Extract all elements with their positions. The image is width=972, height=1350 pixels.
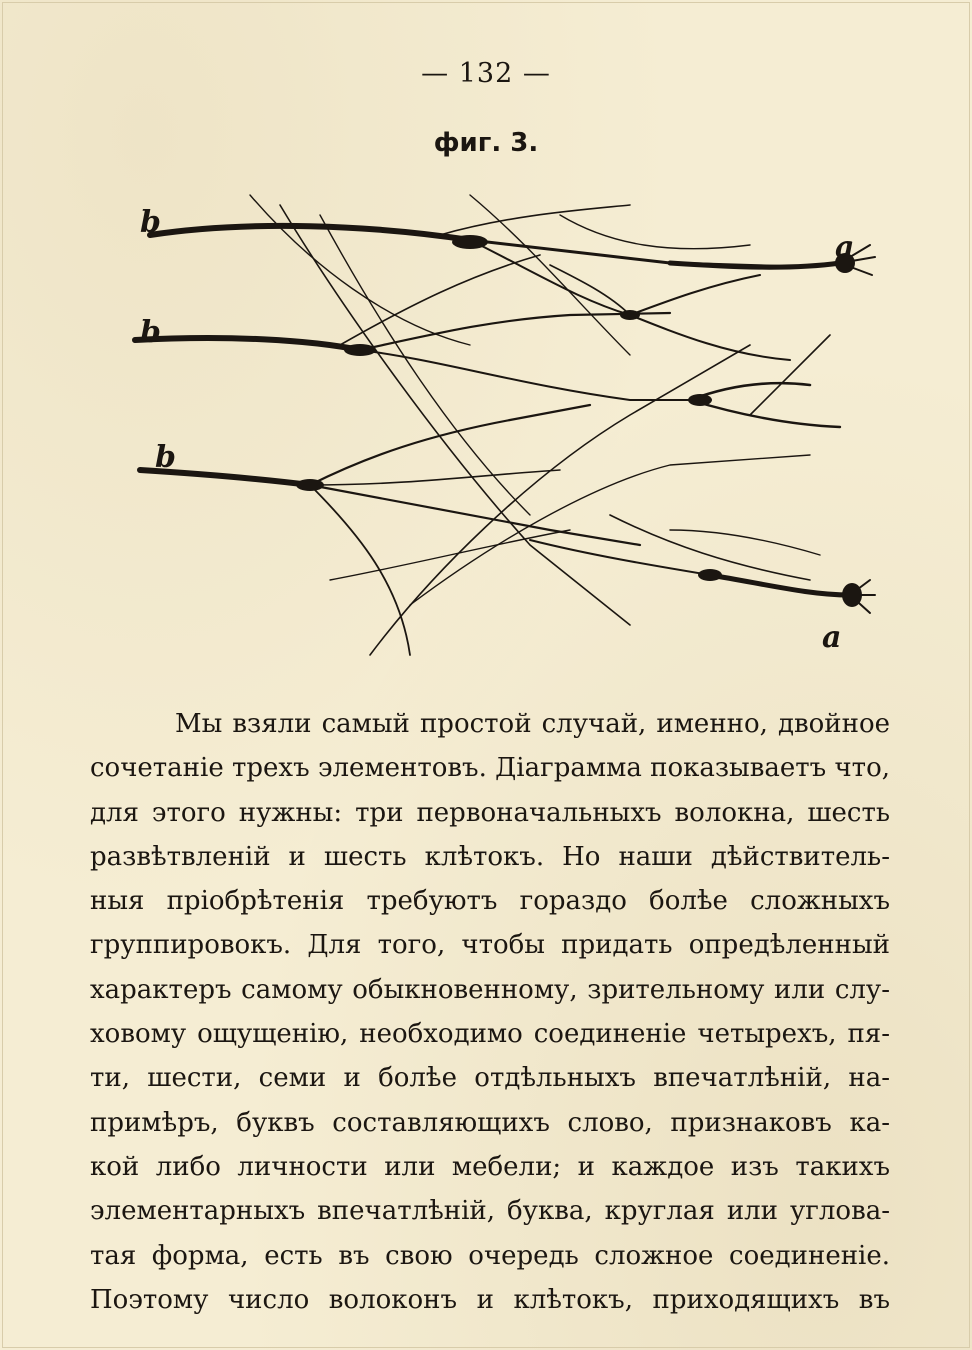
text-line: элементарныхъ впечатлѣнiй, буква, круглая или углова- — [90, 1196, 890, 1227]
cell-body — [688, 394, 712, 406]
label-a-top: a — [835, 230, 855, 265]
text-line: ныя прiобрѣтенiя требуютъ гораздо болѣе сложныхъ — [90, 886, 890, 917]
fiber-diagram-drawing — [110, 185, 890, 675]
text-line: тая форма, есть въ свою очередь сложное соединенiе. — [90, 1240, 890, 1271]
fiber-b-middle — [135, 338, 360, 350]
text-line: для этого нужны: три первоначальныхъ волокна, шесть — [90, 797, 890, 828]
label-b-lower: b — [155, 440, 176, 475]
fiber-b-top — [150, 226, 470, 240]
text-line: ти, шести, семи и болѣе отдѣльныхъ впечатлѣнiй, на- — [90, 1063, 890, 1094]
cell-body — [698, 569, 722, 581]
text-line: сочетанiе трехъ элементовъ. Дiаграмма показываетъ что, — [90, 753, 890, 784]
text-line: Мы взяли самый простой случай, именно, двойное — [175, 709, 890, 739]
label-b-top: b — [140, 205, 161, 240]
cell-body — [452, 235, 488, 249]
body-paragraph — [90, 702, 890, 1322]
page-number: — 132 — — [421, 58, 551, 89]
text-line: Поэтому число волоконъ и клѣтокъ, приходящихъ въ — [90, 1284, 890, 1315]
text-line: развѣтвленiй и шесть клѣтокъ. Но наши дѣйствитель- — [90, 841, 890, 872]
text-line: кой либо личности или мебели; и каждое изъ такихъ — [90, 1151, 890, 1182]
label-a-bottom: a — [822, 620, 842, 655]
fiber-diagram — [110, 185, 890, 675]
cell-body — [296, 479, 324, 491]
text-line: группировокъ. Для того, чтобы придать опредѣленный — [90, 930, 890, 961]
cell-body — [620, 310, 640, 320]
label-b-middle: b — [140, 315, 161, 350]
text-line: характеръ самому обыкновенному, зрительному или слу- — [90, 974, 890, 1005]
cell-body — [842, 583, 862, 607]
text-line: примѣръ, буквъ составляющихъ слово, признаковъ ка- — [90, 1107, 890, 1138]
cell-body — [344, 344, 376, 356]
figure-caption: фиг. 3. — [433, 128, 539, 158]
text-line: ховому ощущенiю, необходимо соединенiе четырехъ, пя- — [90, 1019, 890, 1050]
